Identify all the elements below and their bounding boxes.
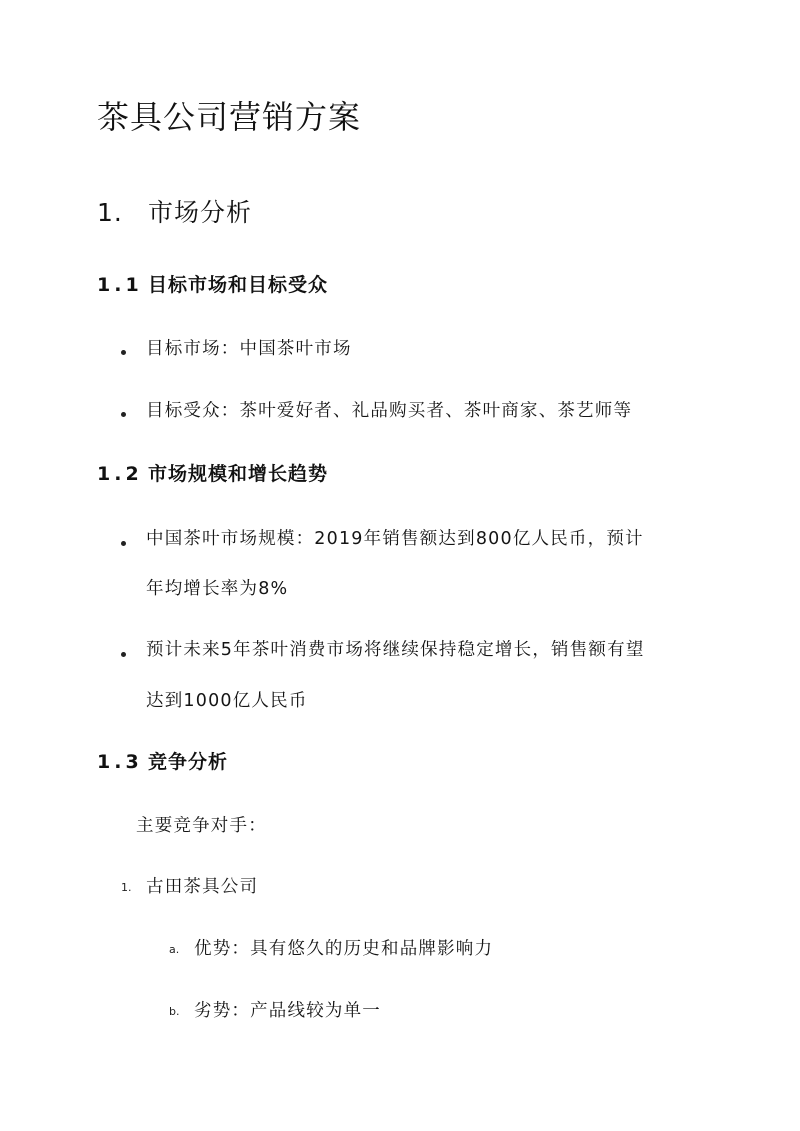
bullet-dot (121, 652, 126, 657)
list-item: 目标受众：茶叶爱好者、礼品购买者、茶叶商家、茶艺师等 (146, 401, 633, 421)
list-item-line: 中国茶叶市场规模：2019年销售额达到800亿人民币，预计 (146, 529, 644, 549)
section-title: 市场分析 (148, 198, 253, 227)
list-marker: b. (169, 1005, 180, 1018)
bullet-dot (121, 541, 126, 546)
list-item-line: 预计未来5年茶叶消费市场将继续保持稳定增长，销售额有望 (146, 640, 645, 660)
competitor-name: 古田茶具公司 (146, 877, 259, 897)
list-item: 目标市场：中国茶叶市场 (146, 339, 352, 359)
section-number: 1. (97, 198, 123, 227)
subsection-number: 1.2 (97, 463, 143, 485)
subsection-number: 1.3 (97, 751, 143, 773)
list-item-line: 达到1000亿人民币 (146, 691, 308, 711)
list-item-line: 年均增长率为8% (146, 579, 289, 599)
subsection-title: 竞争分析 (148, 751, 229, 773)
list-marker: a. (169, 943, 180, 956)
list-marker: 1. (121, 881, 132, 894)
subsection-title: 目标市场和目标受众 (148, 274, 329, 296)
subsection-title: 市场规模和增长趋势 (148, 463, 329, 485)
competitor-point: 优势：具有悠久的历史和品牌影响力 (194, 939, 494, 959)
paragraph-text: 主要竞争对手： (136, 816, 267, 836)
competitor-point: 劣势：产品线较为单一 (194, 1001, 381, 1021)
bullet-dot (121, 350, 126, 355)
bullet-dot (121, 412, 126, 417)
document-title: 茶具公司营销方案 (97, 98, 362, 136)
subsection-number: 1.1 (97, 274, 143, 296)
